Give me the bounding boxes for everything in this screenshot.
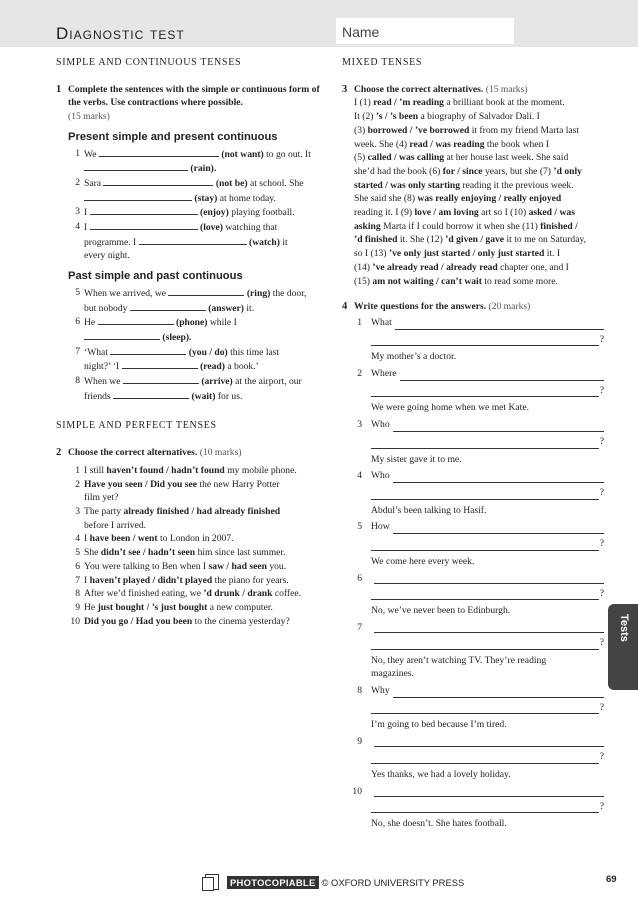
list-item: 8 Why ? I’m going to bed because I’m tired. <box>357 685 604 731</box>
answer-blank[interactable] <box>122 359 198 369</box>
answer-line[interactable] <box>371 334 599 346</box>
answer-blank[interactable] <box>99 147 219 157</box>
answer-blank[interactable] <box>130 301 206 311</box>
list-item: 4 Who ? Abdul’s been talking to Hasif. <box>357 470 604 516</box>
list-item: 5 She didn’t see / hadn’t seen him since last summer. <box>75 547 286 559</box>
answer-line[interactable] <box>371 638 599 650</box>
list-item: 9 ? Yes thanks, we had a lovely holiday. <box>357 736 604 780</box>
page-number: 69 <box>606 874 617 885</box>
left-column <box>56 56 324 628</box>
list-item: 7 ‘What (you / do) this time last night?’ ‘I (read) a book.’ <box>75 345 280 373</box>
list-item: 2 Where ? We were going home when we met Kate. <box>357 368 604 414</box>
answer-line[interactable] <box>371 702 599 714</box>
answer-line[interactable] <box>371 488 599 500</box>
answer-blank[interactable] <box>110 345 186 355</box>
list-item: 10 ? No, she doesn’t. She hates football. <box>352 785 604 830</box>
answer-line[interactable] <box>374 572 604 584</box>
answer-blank[interactable] <box>113 389 189 399</box>
answer-blank[interactable] <box>168 286 244 296</box>
answer-line[interactable] <box>371 588 599 600</box>
section-tab-label: Tests <box>618 614 630 642</box>
section-heading: SIMPLE AND PERFECT TENSES <box>56 420 217 432</box>
answer-line[interactable] <box>371 801 599 813</box>
photocopiable-badge: PHOTOCOPIABLE <box>227 876 319 889</box>
answer-blank[interactable] <box>90 205 198 215</box>
list-item: 10 Did you go / Had you been to the cinema yesterday? <box>70 615 290 627</box>
answer-line[interactable] <box>371 752 599 764</box>
answer-line[interactable] <box>393 522 604 534</box>
answer-blank[interactable] <box>123 374 199 384</box>
answer-line[interactable] <box>371 539 599 551</box>
answer-line[interactable] <box>371 437 599 449</box>
page-title: Diagnostic test <box>56 24 185 43</box>
answer-blank[interactable] <box>90 220 198 230</box>
photocopy-icon <box>205 874 219 890</box>
answer-line[interactable] <box>393 471 604 483</box>
list-item: 3 The party already finished / had already finished before I arrived. <box>75 505 281 531</box>
list-item: 6 He (phone) while I (sleep). <box>75 316 237 343</box>
subheading: Present simple and present continuous <box>68 130 278 143</box>
answer-line[interactable] <box>400 369 604 381</box>
answer-blank[interactable] <box>103 176 213 186</box>
task-1-instructions: 1 Complete the sentences with the simple or continuous form of the verbs. Use contractions where possible. (15 marks) <box>56 83 320 123</box>
list-item: 1 What ? My mother’s a doctor. <box>357 316 604 363</box>
right-column <box>342 56 604 834</box>
list-item: 6 You were talking to Ben when I saw / had seen you. <box>75 560 287 572</box>
list-item: 2 Sara (not be) at school. She (stay) at home today. <box>75 176 304 204</box>
answer-blank[interactable] <box>139 235 247 245</box>
list-item: 3 Who ? My sister gave it to me. <box>357 419 604 465</box>
section-heading: SIMPLE AND CONTINUOUS TENSES <box>56 57 242 68</box>
list-item: 6 ? No, we’ve never been to Edinburgh. <box>357 572 604 617</box>
list-item: 5 When we arrived, we (ring) the door, but nobody (answer) it. <box>75 286 307 314</box>
task-4-instructions: 4 Write questions for the answers. (20 marks) <box>342 301 531 313</box>
list-item: 3 I (enjoy) playing football. <box>75 206 295 219</box>
task-3-instructions: 3 Choose the correct alternatives. (15 marks) <box>342 83 528 95</box>
subheading: Past simple and past continuous <box>68 270 243 283</box>
question-list <box>342 316 604 831</box>
answer-line[interactable] <box>393 686 604 698</box>
list-item: 8 After we’d finished eating, we ’d drunk / drank coffee. <box>75 588 302 600</box>
answer-blank[interactable] <box>84 191 192 201</box>
list-item: 7 I haven’t played / didn’t played the piano for years. <box>75 574 289 586</box>
list-item: 1 We (not want) to go out. It (rain). <box>75 147 311 175</box>
answer-line[interactable] <box>374 735 604 747</box>
answer-line[interactable] <box>374 621 604 633</box>
list-item: 7 ? No, they aren’t watching TV. They’re reading magazines. <box>357 621 604 680</box>
footer <box>205 874 464 890</box>
answer-line[interactable] <box>393 420 604 432</box>
task-2-instructions: 2 Choose the correct alternatives. (10 marks) <box>56 447 242 459</box>
section-heading: MIXED TENSES <box>342 57 423 68</box>
list-item: 9 He just bought / ’s just bought a new computer. <box>75 601 273 613</box>
answer-line[interactable] <box>395 318 604 330</box>
copyright: © OXFORD UNIVERSITY PRESS <box>321 876 465 888</box>
list-item: 4 I have been / went to London in 2007. <box>75 533 234 545</box>
answer-blank[interactable] <box>84 161 188 171</box>
list-item: 1 I still haven’t found / hadn’t found my mobile phone. <box>75 464 297 476</box>
list-item: 2 Have you seen / Did you see the new Harry Potter film yet? <box>75 478 280 504</box>
list-item: 8 When we (arrive) at the airport, our friends (wait) for us. <box>75 375 302 402</box>
answer-line[interactable] <box>374 785 604 797</box>
list-item: 5 How ? We come here every week. <box>357 521 604 567</box>
answer-line[interactable] <box>371 385 599 397</box>
list-item: 4 I (love) watching that programme. I (watch) it every night. <box>75 221 288 262</box>
answer-blank[interactable] <box>98 315 174 325</box>
name-field[interactable]: Name <box>336 18 514 44</box>
task-3-passage: I (1) read / ’m reading a brilliant book at the moment. It (2) ’s / ’s been a biography of Salvador Dalí. I (3) borrowed / ’ve borrowed it from my friend Marta last week. She (4) read / was reading the book when I (5) called / was calling at her house last week. She said she’d had the book (6) for / since years, but she (7) ’d only started / was only starting reading it the previous week. She said she (8) was really enjoying / really enjoyed reading it. I (9) love / am loving art so I (10) asked / was asking Marta if I could borrow it when she (11) finished / ’d finished it. She (12) ’d given / gave it to me on Saturday, so I (13) ’ve only just started / only just started it. I (14) ’ve already read / already read chapter one, and I (15) am not waiting / can’t wait to read some more. <box>354 97 587 287</box>
answer-blank[interactable] <box>84 330 160 340</box>
